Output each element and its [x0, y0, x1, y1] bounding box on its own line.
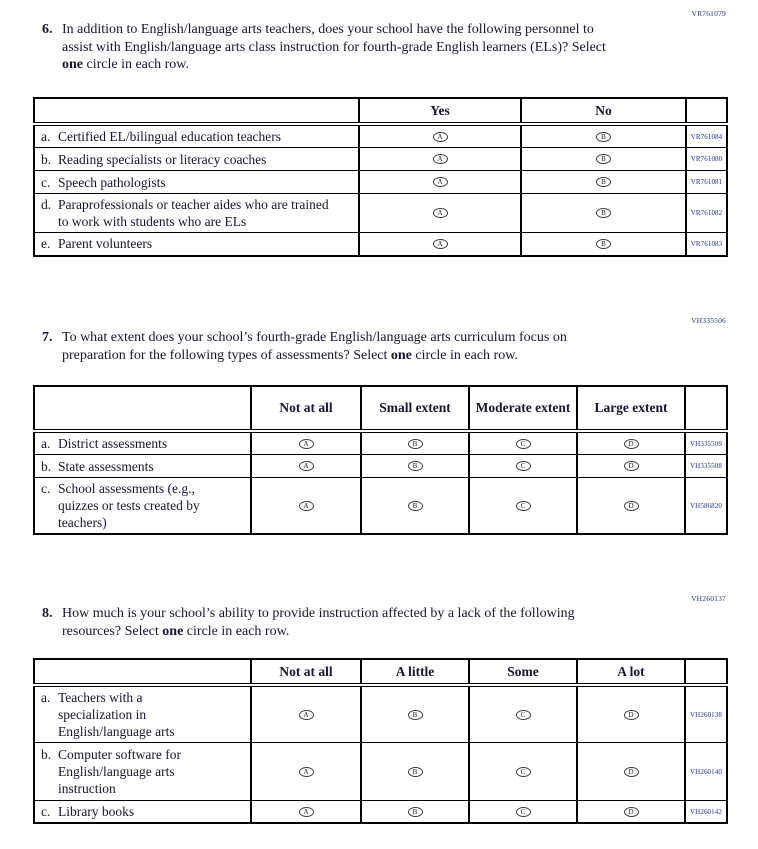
column-header-a-little: A little	[361, 659, 469, 685]
table-row	[34, 801, 727, 824]
table-row	[34, 431, 727, 455]
table-row	[34, 233, 727, 256]
row-label: Library books	[58, 804, 135, 819]
answer-bubble-c[interactable]: C	[516, 461, 531, 471]
empty-header-cell	[34, 98, 359, 124]
row-code: VR761083	[686, 233, 727, 256]
answer-bubble-a[interactable]: A	[299, 807, 314, 817]
row-label: Paraprofessionals or teacher aides who are trained to work with students who are ELs	[58, 197, 329, 229]
column-header-not-at-all: Not at all	[251, 659, 361, 685]
question-number: 8.	[42, 606, 53, 621]
row-label: Teachers with a specialization in English/language arts	[58, 690, 175, 739]
row-code: VH335508	[685, 455, 727, 478]
row-letter: a.	[41, 129, 51, 144]
row-code: VH260140	[685, 743, 727, 801]
table-row	[34, 685, 727, 743]
question-8-code: VH260137	[691, 594, 726, 603]
column-header-large-extent: Large extent	[577, 386, 685, 431]
table-row	[34, 478, 727, 535]
answer-bubble-b[interactable]: B	[408, 439, 423, 449]
answer-bubble-b[interactable]: B	[408, 461, 423, 471]
answer-bubble-a[interactable]: A	[433, 132, 448, 142]
answer-bubble-c[interactable]: C	[516, 767, 531, 777]
column-header-moderate-extent: Moderate extent	[469, 386, 577, 431]
column-header-some: Some	[469, 659, 577, 685]
empty-code-header-cell	[685, 386, 727, 431]
empty-code-header-cell	[686, 98, 727, 124]
question-7-text: 7. To what extent does your school’s fourth-grade English/language arts curriculum focus on preparation for the following types of assessments? Select one circle in each row.	[42, 330, 567, 363]
answer-bubble-b[interactable]: B	[596, 154, 611, 164]
row-letter: e.	[41, 236, 51, 252]
row-letter: b.	[41, 458, 52, 474]
row-code: VR761081	[686, 171, 727, 194]
question-number: 7.	[42, 330, 53, 345]
answer-bubble-a[interactable]: A	[433, 239, 448, 249]
answer-bubble-d[interactable]: D	[624, 501, 639, 511]
question-7-table	[33, 385, 728, 535]
answer-bubble-a[interactable]: A	[299, 439, 314, 449]
row-code: VR761084	[686, 124, 727, 148]
answer-bubble-a[interactable]: A	[299, 767, 314, 777]
answer-bubble-a[interactable]: A	[433, 208, 448, 218]
row-label: School assessments (e.g., quizzes or tests created by teachers)	[58, 481, 200, 530]
row-code: VR761080	[686, 148, 727, 171]
row-label: Certified EL/bilingual education teachers	[58, 129, 282, 144]
answer-bubble-a[interactable]: A	[299, 501, 314, 511]
answer-bubble-a[interactable]: A	[299, 710, 314, 720]
table-row	[34, 124, 727, 148]
column-header-no: No	[521, 98, 686, 124]
answer-bubble-a[interactable]: A	[433, 154, 448, 164]
row-code: VH586820	[685, 478, 727, 535]
row-code: VH260142	[685, 801, 727, 824]
row-letter: c.	[41, 804, 51, 819]
question-6-text: 6. In addition to English/language arts teachers, does your school have the following personnel to assist with English/language arts class instruction for fourth-grade English learners (ELs)? Select one circle in each row.	[42, 22, 606, 72]
answer-bubble-d[interactable]: D	[624, 767, 639, 777]
question-8-table	[33, 658, 728, 824]
answer-bubble-c[interactable]: C	[516, 501, 531, 511]
question-6-table	[33, 97, 728, 257]
answer-bubble-d[interactable]: D	[624, 710, 639, 720]
row-label: District assessments	[58, 436, 168, 451]
row-letter: c.	[41, 174, 51, 190]
row-letter: a.	[41, 436, 51, 451]
answer-bubble-a[interactable]: A	[433, 177, 448, 187]
row-label: Speech pathologists	[58, 174, 166, 190]
answer-bubble-d[interactable]: D	[624, 461, 639, 471]
table-row	[34, 148, 727, 171]
row-code: VR761082	[686, 194, 727, 233]
row-label: Parent volunteers	[58, 236, 153, 252]
answer-bubble-b[interactable]: B	[408, 710, 423, 720]
answer-bubble-c[interactable]: C	[516, 710, 531, 720]
column-header-not-at-all: Not at all	[251, 386, 361, 431]
answer-bubble-b[interactable]: B	[408, 807, 423, 817]
empty-header-cell	[34, 386, 251, 431]
question-6-code: VR761079	[691, 9, 726, 18]
answer-bubble-b[interactable]: B	[408, 767, 423, 777]
answer-bubble-d[interactable]: D	[624, 439, 639, 449]
column-header-a-lot: A lot	[577, 659, 685, 685]
table-row	[34, 194, 727, 233]
question-number: 6.	[42, 22, 53, 37]
answer-bubble-b[interactable]: B	[596, 132, 611, 142]
column-header-yes: Yes	[359, 98, 521, 124]
row-label: Computer software for English/language arts instruction	[58, 747, 181, 796]
answer-bubble-b[interactable]: B	[408, 501, 423, 511]
answer-bubble-d[interactable]: D	[624, 807, 639, 817]
question-7-code: VH335506	[691, 316, 726, 325]
row-letter: a.	[41, 690, 51, 705]
row-letter: c.	[41, 481, 51, 496]
table-row	[34, 455, 727, 478]
row-code: VH260138	[685, 685, 727, 743]
column-header-small-extent: Small extent	[361, 386, 469, 431]
empty-code-header-cell	[685, 659, 727, 685]
empty-header-cell	[34, 659, 251, 685]
table-row	[34, 171, 727, 194]
answer-bubble-a[interactable]: A	[299, 461, 314, 471]
row-label: Reading specialists or literacy coaches	[58, 151, 267, 167]
question-8-text: 8. How much is your school’s ability to provide instruction affected by a lack of the following resources? Select one circle in each row.	[42, 606, 575, 639]
answer-bubble-b[interactable]: B	[596, 177, 611, 187]
answer-bubble-b[interactable]: B	[596, 208, 611, 218]
answer-bubble-b[interactable]: B	[596, 239, 611, 249]
row-label: State assessments	[58, 458, 154, 474]
row-letter: d.	[41, 197, 52, 212]
row-letter: b.	[41, 747, 52, 762]
table-row	[34, 743, 727, 801]
row-code: VH335509	[685, 431, 727, 455]
answer-bubble-c[interactable]: C	[516, 439, 531, 449]
row-letter: b.	[41, 151, 52, 167]
answer-bubble-c[interactable]: C	[516, 807, 531, 817]
